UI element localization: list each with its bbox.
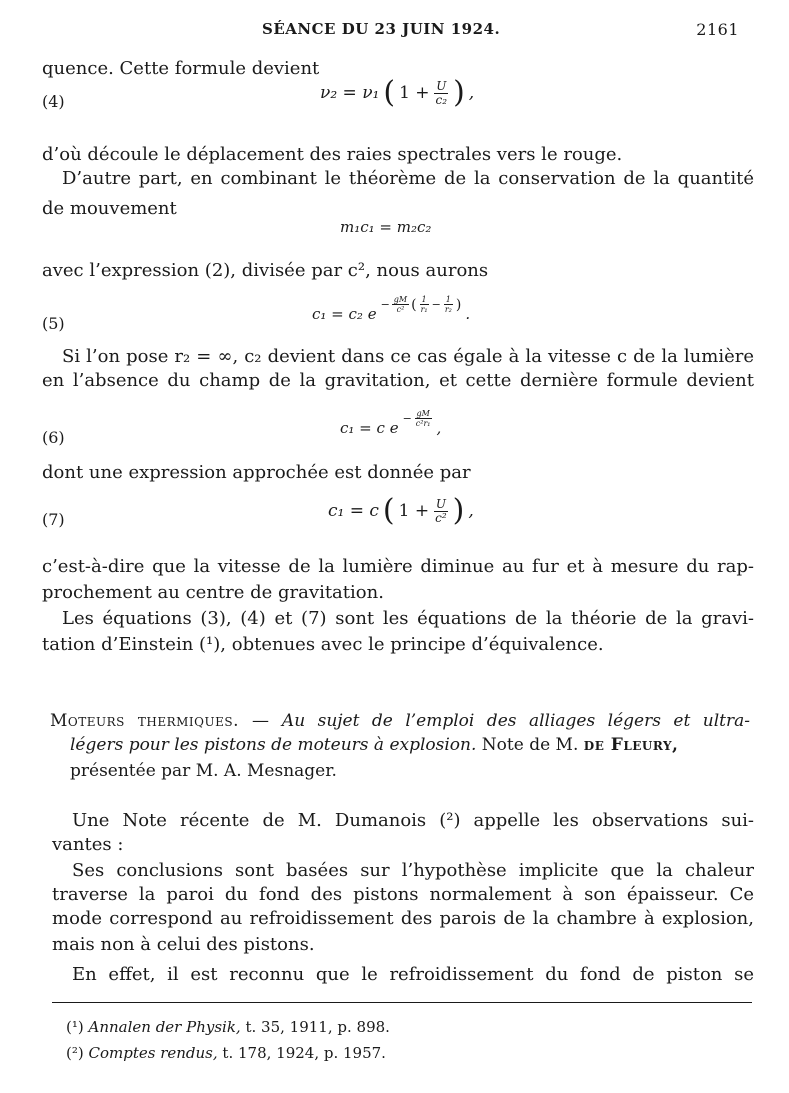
text-line: Si l’on pose r₂ = ∞, c₂ devient dans ce cas égale à la vitesse c de la lumière [62,346,754,367]
footnote-title: Annalen der Physik, [88,1018,241,1036]
equation-momentum: m₁c₁ = m₂c₂ [340,218,432,236]
note-presented: présentée par M. A. Mesnager. [70,761,337,781]
fraction-numerator: 1 [421,295,427,304]
exponent-sign: − [380,298,390,311]
equation-label: (4) [42,92,65,111]
text-line: Les équations (3), (4) et (7) sont les équations de la théorie de la gravi- [62,608,754,629]
equation-trail: , [468,83,475,103]
equation-trail: , [436,418,442,437]
footnote-ref: t. 35, 1911, p. 898. [245,1018,390,1036]
text-line: Une Note récente de M. Dumanois (²) appelle les observations sui- [72,810,754,831]
exponent-sign: − [402,412,412,425]
footnote-1 [66,1018,390,1036]
equation-label: (6) [42,428,65,447]
equation-7 [42,494,754,538]
close-paren: ) [455,296,462,313]
equation-lhs: c₁ = c₂ e [312,304,377,323]
note-heading-line-1 [50,710,750,732]
footnote-mark: (²) [66,1044,84,1062]
operator: − [431,298,441,311]
fraction-numerator: U [435,496,446,511]
equation-body [328,493,474,528]
text-line: tation d’Einstein (¹), obtenues avec le principe d’équivalence. [42,634,604,655]
fraction-denominator: c² [396,305,405,314]
text-line: traverse la paroi du fond des pistons normalement à son épaisseur. Ce [52,884,754,905]
fraction-denominator: c₂ [435,92,448,107]
text-line: mais non à celui des pistons. [52,934,315,955]
footnote-rule [52,1002,752,1003]
text-line: de mouvement [42,198,177,219]
text-line: Ses conclusions sont basées sur l’hypothèse implicite que la chaleur [72,860,754,881]
equation-label: (5) [42,314,65,333]
equation-label: (7) [42,510,65,529]
text-line: dont une expression approchée est donnée par [42,462,471,483]
note-author: de Fleury, [583,735,679,755]
inner-fraction-2 [443,295,454,314]
text-line: avec l’expression (2), divisée par c², nous aurons [42,260,489,281]
exponent [381,295,462,314]
note-title: Au sujet de l’emploi des alliages légers et ultra- [281,711,751,731]
exponent-fraction [414,409,433,428]
equation-5 [42,296,754,340]
fraction-numerator: 1 [445,295,451,304]
text-line: prochement au centre de gravitation. [42,582,384,603]
fraction-numerator: U [436,78,447,93]
footnote-mark: (¹) [66,1018,84,1036]
close-paren: ) [453,75,465,110]
open-paren: ( [383,75,396,110]
open-paren: ( [411,296,417,313]
text-line: En effet, il est reconnu que le refroidissement du fond de piston se [72,964,754,985]
note-section: Moteurs thermiques. — [50,711,270,731]
equation-trail: . [465,304,471,323]
fraction [433,498,449,525]
text-line: en l’absence du champ de la gravitation, et cette dernière formule devient [42,370,754,391]
equation-6 [42,410,754,454]
fraction-numerator: gM [416,409,430,418]
footnote-title: Comptes rendus, [88,1044,218,1062]
exponent [403,409,433,428]
page-number: 2161 [696,20,739,39]
running-header: SÉANCE DU 23 JUIN 1924. [262,20,501,38]
text-line: vantes : [52,834,124,855]
footnote-ref: t. 178, 1924, p. 1957. [222,1044,386,1062]
equation-lhs: ν₂ = ν₁ [320,83,380,103]
equation-body [320,75,475,110]
note-title-cont: légers pour les pistons de moteurs à explosion. [70,735,477,755]
equation-body [340,409,442,437]
fraction-denominator: r₁ [420,305,428,314]
fraction-denominator: c²r₁ [415,419,431,428]
text-line: D’autre part, en combinant le théorème de la conservation de la quantité [62,168,754,189]
exponent-fraction [392,295,409,314]
equation-lhs: c₁ = c [328,501,379,521]
fraction-denominator: r₂ [444,305,452,314]
equation-lhs: c₁ = c e [340,418,399,437]
fraction-denominator: c² [435,510,447,525]
equation-trail: , [468,501,474,521]
equation-body [312,295,471,323]
equation-one: 1 + [399,83,430,103]
fraction [434,80,450,107]
inner-fraction-1 [419,295,430,314]
text-line: d’où découle le déplacement des raies spectrales vers le rouge. [42,144,623,165]
note-heading-line-2 [70,734,750,756]
equation-4 [42,75,754,122]
fraction-numerator: gM [393,295,408,304]
open-paren: ( [382,493,395,528]
equation-one: 1 + [398,501,430,521]
text-line: quence. Cette formule devient [42,58,320,79]
text-line: c’est-à-dire que la vitesse de la lumière diminue au fur et à mesure du rap- [42,556,754,577]
note-de: Note de M. [481,735,579,755]
close-paren: ) [452,493,465,528]
text-line: mode correspond au refroidissement des parois de la chambre à explosion, [52,908,754,929]
footnote-2 [66,1044,386,1062]
